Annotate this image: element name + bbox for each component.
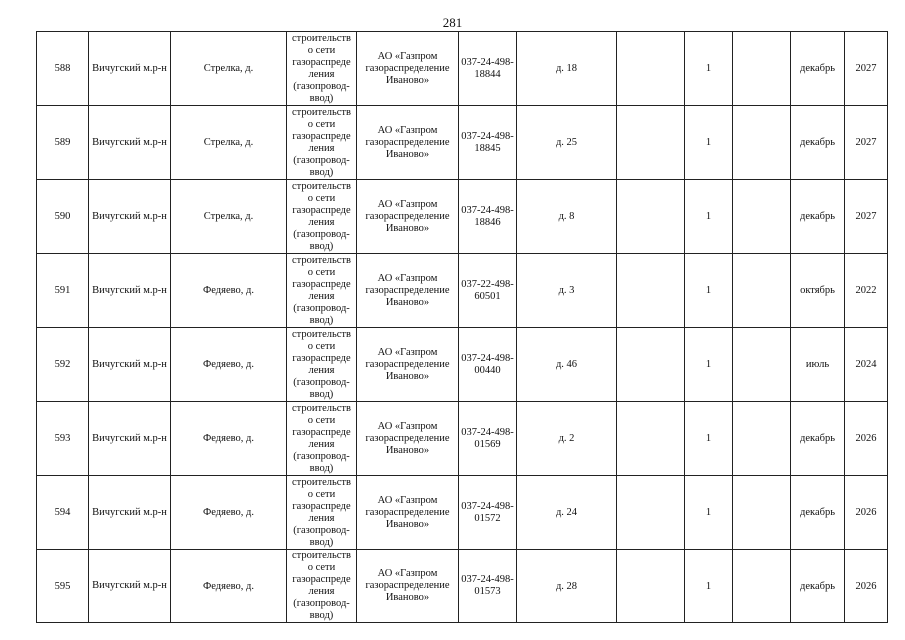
month-cell: декабрь <box>791 180 845 254</box>
row-number: 589 <box>37 106 89 180</box>
year-cell: 2026 <box>845 402 888 476</box>
object-code-cell: 037-22-498-60501 <box>459 254 517 328</box>
work-type-line: ления <box>308 364 335 376</box>
work-type-line: о сети <box>307 340 336 352</box>
empty-cell <box>733 550 791 623</box>
row-number: 595 <box>37 550 89 623</box>
work-type-line: строительств <box>292 32 351 44</box>
work-type-line: о сети <box>307 414 336 426</box>
work-type-line: о сети <box>307 118 336 130</box>
house-cell: д. 46 <box>517 328 617 402</box>
empty-cell <box>617 180 685 254</box>
work-type-line: строительств <box>292 254 351 266</box>
row-number: 592 <box>37 328 89 402</box>
empty-cell <box>617 550 685 623</box>
district-cell: Вичугский м.р-н <box>89 32 171 106</box>
row-number: 590 <box>37 180 89 254</box>
table-row <box>37 254 888 328</box>
work-type-cell <box>287 550 357 623</box>
district-cell: Вичугский м.р-н <box>89 328 171 402</box>
district-cell: Вичугский м.р-н <box>89 402 171 476</box>
year-cell: 2027 <box>845 32 888 106</box>
empty-cell <box>733 328 791 402</box>
work-type-line: ления <box>308 290 335 302</box>
work-type-line: газораспреде <box>292 204 351 216</box>
locality-cell: Стрелка, д. <box>171 180 287 254</box>
work-type-line: ввод) <box>309 610 334 621</box>
row-number: 593 <box>37 402 89 476</box>
work-type-line: газораспреде <box>292 500 351 512</box>
work-type-line: ввод) <box>309 92 334 104</box>
work-type-line: ввод) <box>309 240 334 252</box>
quantity-cell: 1 <box>685 550 733 623</box>
row-number: 591 <box>37 254 89 328</box>
table-row <box>37 402 888 476</box>
month-cell: октябрь <box>791 254 845 328</box>
house-cell: д. 18 <box>517 32 617 106</box>
district-cell: Вичугский м.р-н <box>89 106 171 180</box>
object-code-cell: 037-24-498-18844 <box>459 32 517 106</box>
table-row <box>37 180 888 254</box>
gasification-table <box>36 31 888 623</box>
month-cell: декабрь <box>791 32 845 106</box>
empty-cell <box>733 254 791 328</box>
work-type-cell <box>287 106 357 180</box>
quantity-cell: 1 <box>685 180 733 254</box>
work-type-line: (газопровод- <box>293 228 350 240</box>
work-type-line: газораспреде <box>292 56 351 68</box>
work-type-line: ввод) <box>309 166 334 178</box>
work-type-line: газораспреде <box>292 426 351 438</box>
locality-cell: Федяево, д. <box>171 328 287 402</box>
work-type-line: ления <box>308 68 335 80</box>
quantity-cell: 1 <box>685 402 733 476</box>
object-code-cell: 037-24-498-00440 <box>459 328 517 402</box>
year-cell: 2024 <box>845 328 888 402</box>
empty-cell <box>617 254 685 328</box>
quantity-cell: 1 <box>685 254 733 328</box>
locality-cell: Стрелка, д. <box>171 32 287 106</box>
work-type-cell <box>287 254 357 328</box>
work-type-line: (газопровод- <box>293 80 350 92</box>
month-cell: июль <box>791 328 845 402</box>
work-type-line: ления <box>308 586 335 597</box>
object-code-cell: 037-24-498-18845 <box>459 106 517 180</box>
empty-cell <box>617 476 685 550</box>
table-row <box>37 476 888 550</box>
page-number: 281 <box>442 15 463 30</box>
organization-cell: АО «Газпром газораспределение Иваново» <box>357 476 459 550</box>
work-type-cell <box>287 328 357 402</box>
work-type-line: ввод) <box>309 536 334 548</box>
organization-cell: АО «Газпром газораспределение Иваново» <box>357 32 459 106</box>
empty-cell <box>733 32 791 106</box>
work-type-cell <box>287 476 357 550</box>
year-cell: 2027 <box>845 180 888 254</box>
year-cell: 2026 <box>845 476 888 550</box>
quantity-cell: 1 <box>685 328 733 402</box>
work-type-line: о сети <box>307 192 336 204</box>
work-type-line: ввод) <box>309 462 334 474</box>
month-cell: декабрь <box>791 476 845 550</box>
month-cell: декабрь <box>791 106 845 180</box>
object-code-cell: 037-24-498-01573 <box>459 550 517 623</box>
work-type-line: (газопровод- <box>293 524 350 536</box>
work-type-line: о сети <box>307 562 336 573</box>
year-cell: 2027 <box>845 106 888 180</box>
organization-cell: АО «Газпром газораспределение Иваново» <box>357 328 459 402</box>
year-cell: 2022 <box>845 254 888 328</box>
empty-cell <box>617 106 685 180</box>
table-row <box>37 106 888 180</box>
house-cell: д. 3 <box>517 254 617 328</box>
work-type-line: строительств <box>292 106 351 118</box>
locality-cell: Стрелка, д. <box>171 106 287 180</box>
work-type-line: газораспреде <box>292 574 351 585</box>
month-cell: декабрь <box>791 550 845 623</box>
house-cell: д. 2 <box>517 402 617 476</box>
locality-cell: Федяево, д. <box>171 550 287 623</box>
quantity-cell: 1 <box>685 32 733 106</box>
work-type-line: ввод) <box>309 314 334 326</box>
work-type-line: (газопровод- <box>293 154 350 166</box>
work-type-line: ления <box>308 216 335 228</box>
work-type-line: газораспреде <box>292 352 351 364</box>
house-cell: д. 8 <box>517 180 617 254</box>
organization-cell: АО «Газпром газораспределение Иваново» <box>357 254 459 328</box>
work-type-line: о сети <box>307 44 336 56</box>
table-row <box>37 328 888 402</box>
table-row <box>37 550 888 623</box>
empty-cell <box>617 328 685 402</box>
work-type-line: строительств <box>292 550 351 561</box>
locality-cell: Федяево, д. <box>171 402 287 476</box>
work-type-line: (газопровод- <box>293 450 350 462</box>
row-number: 594 <box>37 476 89 550</box>
empty-cell <box>617 402 685 476</box>
month-cell: декабрь <box>791 402 845 476</box>
row-number: 588 <box>37 32 89 106</box>
district-cell: Вичугский м.р-н <box>89 180 171 254</box>
object-code-cell: 037-24-498-18846 <box>459 180 517 254</box>
district-cell: Вичугский м.р-н <box>89 550 171 623</box>
work-type-cell <box>287 32 357 106</box>
work-type-line: (газопровод- <box>293 302 350 314</box>
quantity-cell: 1 <box>685 476 733 550</box>
work-type-line: газораспреде <box>292 278 351 290</box>
organization-cell: АО «Газпром газораспределение Иваново» <box>357 402 459 476</box>
organization-cell: АО «Газпром газораспределение Иваново» <box>357 106 459 180</box>
object-code-cell: 037-24-498-01569 <box>459 402 517 476</box>
work-type-line: строительств <box>292 476 351 488</box>
work-type-line: ления <box>308 142 335 154</box>
table-row <box>37 32 888 106</box>
work-type-line: газораспреде <box>292 130 351 142</box>
work-type-line: (газопровод- <box>293 376 350 388</box>
locality-cell: Федяево, д. <box>171 254 287 328</box>
work-type-line: ввод) <box>309 388 334 400</box>
empty-cell <box>733 106 791 180</box>
work-type-line: ления <box>308 512 335 524</box>
year-cell: 2026 <box>845 550 888 623</box>
house-cell: д. 25 <box>517 106 617 180</box>
locality-cell: Федяево, д. <box>171 476 287 550</box>
empty-cell <box>617 32 685 106</box>
quantity-cell: 1 <box>685 106 733 180</box>
empty-cell <box>733 180 791 254</box>
work-type-line: строительств <box>292 402 351 414</box>
work-type-cell <box>287 402 357 476</box>
work-type-line: строительств <box>292 328 351 340</box>
work-type-line: строительств <box>292 180 351 192</box>
object-code-cell: 037-24-498-01572 <box>459 476 517 550</box>
table-body <box>37 32 888 623</box>
work-type-line: о сети <box>307 488 336 500</box>
organization-cell: АО «Газпром газораспределение Иваново» <box>357 180 459 254</box>
house-cell: д. 28 <box>517 550 617 623</box>
district-cell: Вичугский м.р-н <box>89 254 171 328</box>
house-cell: д. 24 <box>517 476 617 550</box>
empty-cell <box>733 402 791 476</box>
empty-cell <box>733 476 791 550</box>
work-type-line: о сети <box>307 266 336 278</box>
work-type-line: ления <box>308 438 335 450</box>
district-cell: Вичугский м.р-н <box>89 476 171 550</box>
work-type-line: (газопровод- <box>293 598 350 609</box>
work-type-cell <box>287 180 357 254</box>
organization-cell: АО «Газпром газораспределение Иваново» <box>357 550 459 623</box>
